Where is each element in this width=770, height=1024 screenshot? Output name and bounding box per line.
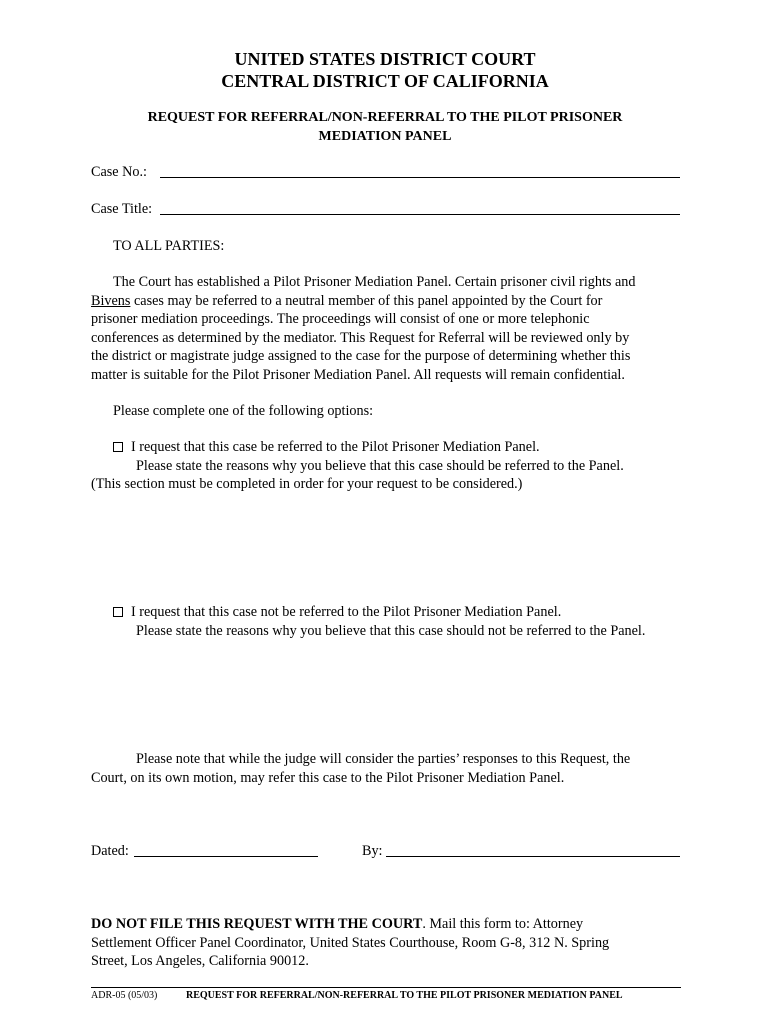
mailing-line xyxy=(91,915,583,933)
referral-reasons-area[interactable] xyxy=(91,500,681,595)
mailing-text: . Mail this form to: Attorney xyxy=(422,916,584,932)
bivens-term: Bivens xyxy=(91,292,131,309)
dated-field[interactable] xyxy=(134,856,318,857)
note-line: Court, on its own motion, may refer this case to the Pilot Prisoner Mediation Panel. xyxy=(91,769,565,786)
paragraph-line: the district or magistrate judge assigned to the case for the purpose of determining whether this xyxy=(91,348,631,364)
nonreferral-reasons-area[interactable] xyxy=(91,645,681,745)
signature-field[interactable] xyxy=(386,856,680,857)
paragraph-line xyxy=(91,292,602,310)
mailing-line: Street, Los Angeles, California 90012. xyxy=(91,953,309,969)
note-line: Please note that while the judge will consider the parties’ responses to this Request, the xyxy=(136,751,631,767)
referral-option[interactable] xyxy=(113,438,540,456)
paragraph-line: The Court has established a Pilot Prisoner Mediation Panel. Certain prisoner civil rights and xyxy=(113,274,636,290)
paragraph-line: prisoner mediation proceedings. The proceedings will consist of one or more telephonic xyxy=(91,311,590,327)
by-label: By: xyxy=(362,843,383,859)
footer-title: REQUEST FOR REFERRAL/NON-REFERRAL TO THE PILOT PRISONER MEDIATION PANEL xyxy=(186,990,623,1001)
case-title-label: Case Title: xyxy=(91,201,153,217)
referral-note: (This section must be completed in order for your request to be considered.) xyxy=(91,476,523,492)
form-title-line1: REQUEST FOR REFERRAL/NON-REFERRAL TO THE PILOT PRISONER xyxy=(147,110,623,125)
instruction-text: Please complete one of the following options: xyxy=(113,403,374,419)
court-name: UNITED STATES DISTRICT COURT xyxy=(234,49,536,69)
court-district: CENTRAL DISTRICT OF CALIFORNIA xyxy=(221,71,549,91)
do-not-file-warning: DO NOT FILE THIS REQUEST WITH THE COURT xyxy=(91,916,423,932)
form-id: ADR-05 (05/03) xyxy=(91,990,158,1001)
footer-rule xyxy=(91,987,681,988)
paragraph-text: cases may be referred to a neutral member of this panel appointed by the Court for xyxy=(130,292,603,309)
referral-reasons-prompt: Please state the reasons why you believe that this case should be referred to the Panel. xyxy=(136,457,624,474)
referral-label: I request that this case be referred to the Pilot Prisoner Mediation Panel. xyxy=(131,439,540,455)
salutation: TO ALL PARTIES: xyxy=(113,238,225,254)
nonreferral-reasons-prompt: Please state the reasons why you believe that this case should not be referred to the Panel. xyxy=(136,622,646,639)
form-title-line2: MEDIATION PANEL xyxy=(318,129,452,144)
case-title-field[interactable] xyxy=(160,214,680,215)
nonreferral-label: I request that this case not be referred to the Pilot Prisoner Mediation Panel. xyxy=(131,604,562,620)
case-no-label: Case No.: xyxy=(91,164,147,180)
mailing-line: Settlement Officer Panel Coordinator, United States Courthouse, Room G-8, 312 N. Spring xyxy=(91,934,610,951)
case-no-field[interactable] xyxy=(160,177,680,178)
nonreferral-checkbox[interactable] xyxy=(113,607,123,617)
paragraph-line: matter is suitable for the Pilot Prisoner Mediation Panel. All requests will remain confidential. xyxy=(91,366,625,383)
nonreferral-option[interactable] xyxy=(113,603,561,621)
paragraph-line: conferences as determined by the mediator. This Request for Referral will be reviewed only by xyxy=(91,329,630,346)
dated-label: Dated: xyxy=(91,843,129,859)
referral-checkbox[interactable] xyxy=(113,442,123,452)
